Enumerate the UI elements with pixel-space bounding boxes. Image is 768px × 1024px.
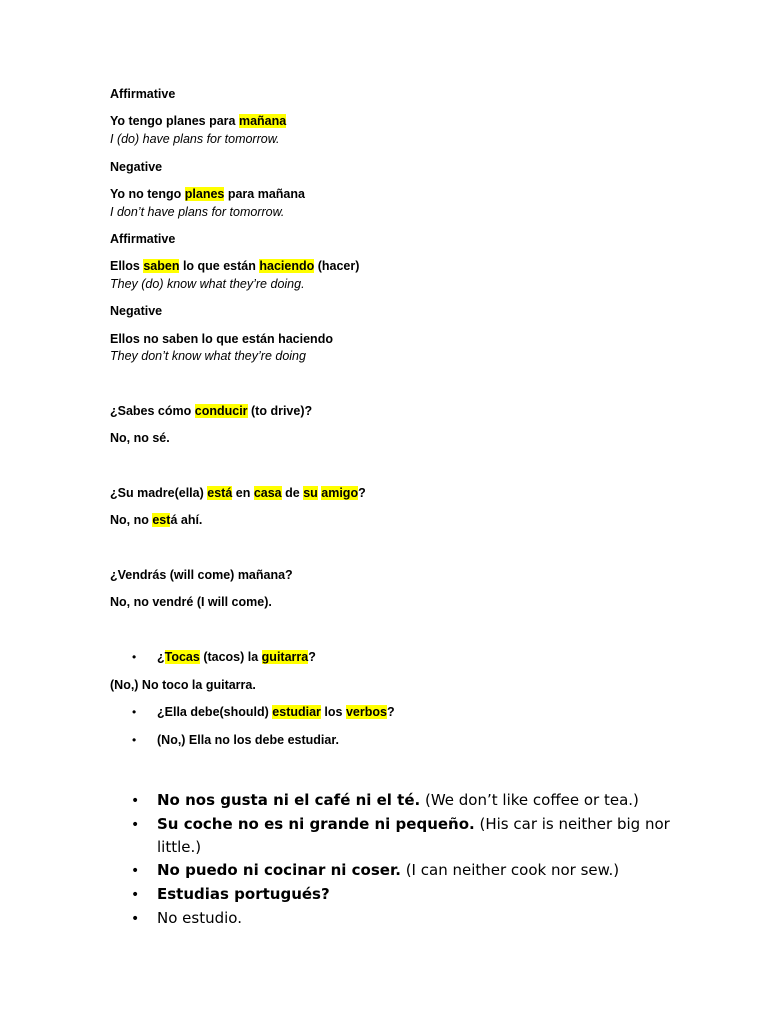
highlighted-word: guitarra xyxy=(261,650,309,664)
highlighted-word: est xyxy=(152,513,171,527)
section-heading-negative-1: Negative xyxy=(110,160,163,174)
answer: No, no vendré (I will come). xyxy=(110,595,272,609)
highlighted-word: Tocas xyxy=(164,650,200,664)
bullet-icon: • xyxy=(131,793,140,809)
highlighted-word: haciendo xyxy=(259,259,315,273)
bullet-icon: • xyxy=(132,650,137,664)
answer: No, no está ahí. xyxy=(110,513,203,527)
english-translation: I (do) have plans for tomorrow. xyxy=(110,132,280,146)
highlighted-word: amigo xyxy=(321,486,359,500)
answer: No, no sé. xyxy=(110,431,170,445)
bullet-icon: • xyxy=(132,705,137,719)
spanish-sentence: Ellos saben lo que están haciendo (hacer) xyxy=(110,259,360,273)
bullet-icon: • xyxy=(131,817,140,833)
list-item: No nos gusta ni el café ni el té. (We don’t like coffee or tea.) xyxy=(157,791,639,809)
bullet-icon: • xyxy=(131,887,140,903)
list-item: ¿Tocas (tacos) la guitarra? xyxy=(157,650,316,664)
english-translation: They (do) know what they’re doing. xyxy=(110,277,305,291)
highlighted-word: planes xyxy=(184,187,225,201)
english-translation: I don’t have plans for tomorrow. xyxy=(110,205,285,219)
bullet-icon: • xyxy=(131,911,140,927)
highlighted-word: mañana xyxy=(238,114,287,128)
question: ¿Su madre(ella) está en casa de su amigo? xyxy=(110,486,366,500)
highlighted-word: estudiar xyxy=(272,705,321,719)
highlighted-word: conducir xyxy=(194,404,248,418)
highlighted-word: su xyxy=(303,486,318,500)
spanish-sentence: Yo tengo planes para mañana xyxy=(110,114,287,128)
list-item: No estudio. xyxy=(157,909,242,927)
section-heading-affirmative-1: Affirmative xyxy=(110,87,176,101)
highlighted-word: saben xyxy=(143,259,180,273)
question: ¿Sabes cómo conducir (to drive)? xyxy=(110,404,313,418)
highlighted-word: casa xyxy=(253,486,282,500)
section-heading-negative-2: Negative xyxy=(110,304,163,318)
list-item: Estudias portugués? xyxy=(157,885,330,903)
highlighted-word: verbos xyxy=(345,705,387,719)
question: ¿Vendrás (will come) mañana? xyxy=(110,568,293,582)
spanish-sentence: Yo no tengo planes para mañana xyxy=(110,187,305,201)
english-translation: They don’t know what they’re doing xyxy=(110,349,306,363)
bullet-icon: • xyxy=(131,863,140,879)
section-heading-affirmative-2: Affirmative xyxy=(110,232,176,246)
spanish-sentence: Ellos no saben lo que están haciendo xyxy=(110,332,333,346)
bullet-icon: • xyxy=(132,733,137,747)
highlighted-word: está xyxy=(207,486,233,500)
answer: (No,) No toco la guitarra. xyxy=(110,678,256,692)
list-item: ¿Ella debe(should) estudiar los verbos? xyxy=(157,705,395,719)
list-item: (No,) Ella no los debe estudiar. xyxy=(157,733,339,747)
list-item: Su coche no es ni grande ni pequeño. (His car is neither big nor little.) xyxy=(157,815,670,856)
list-item: No puedo ni cocinar ni coser. (I can neither cook nor sew.) xyxy=(157,861,620,879)
